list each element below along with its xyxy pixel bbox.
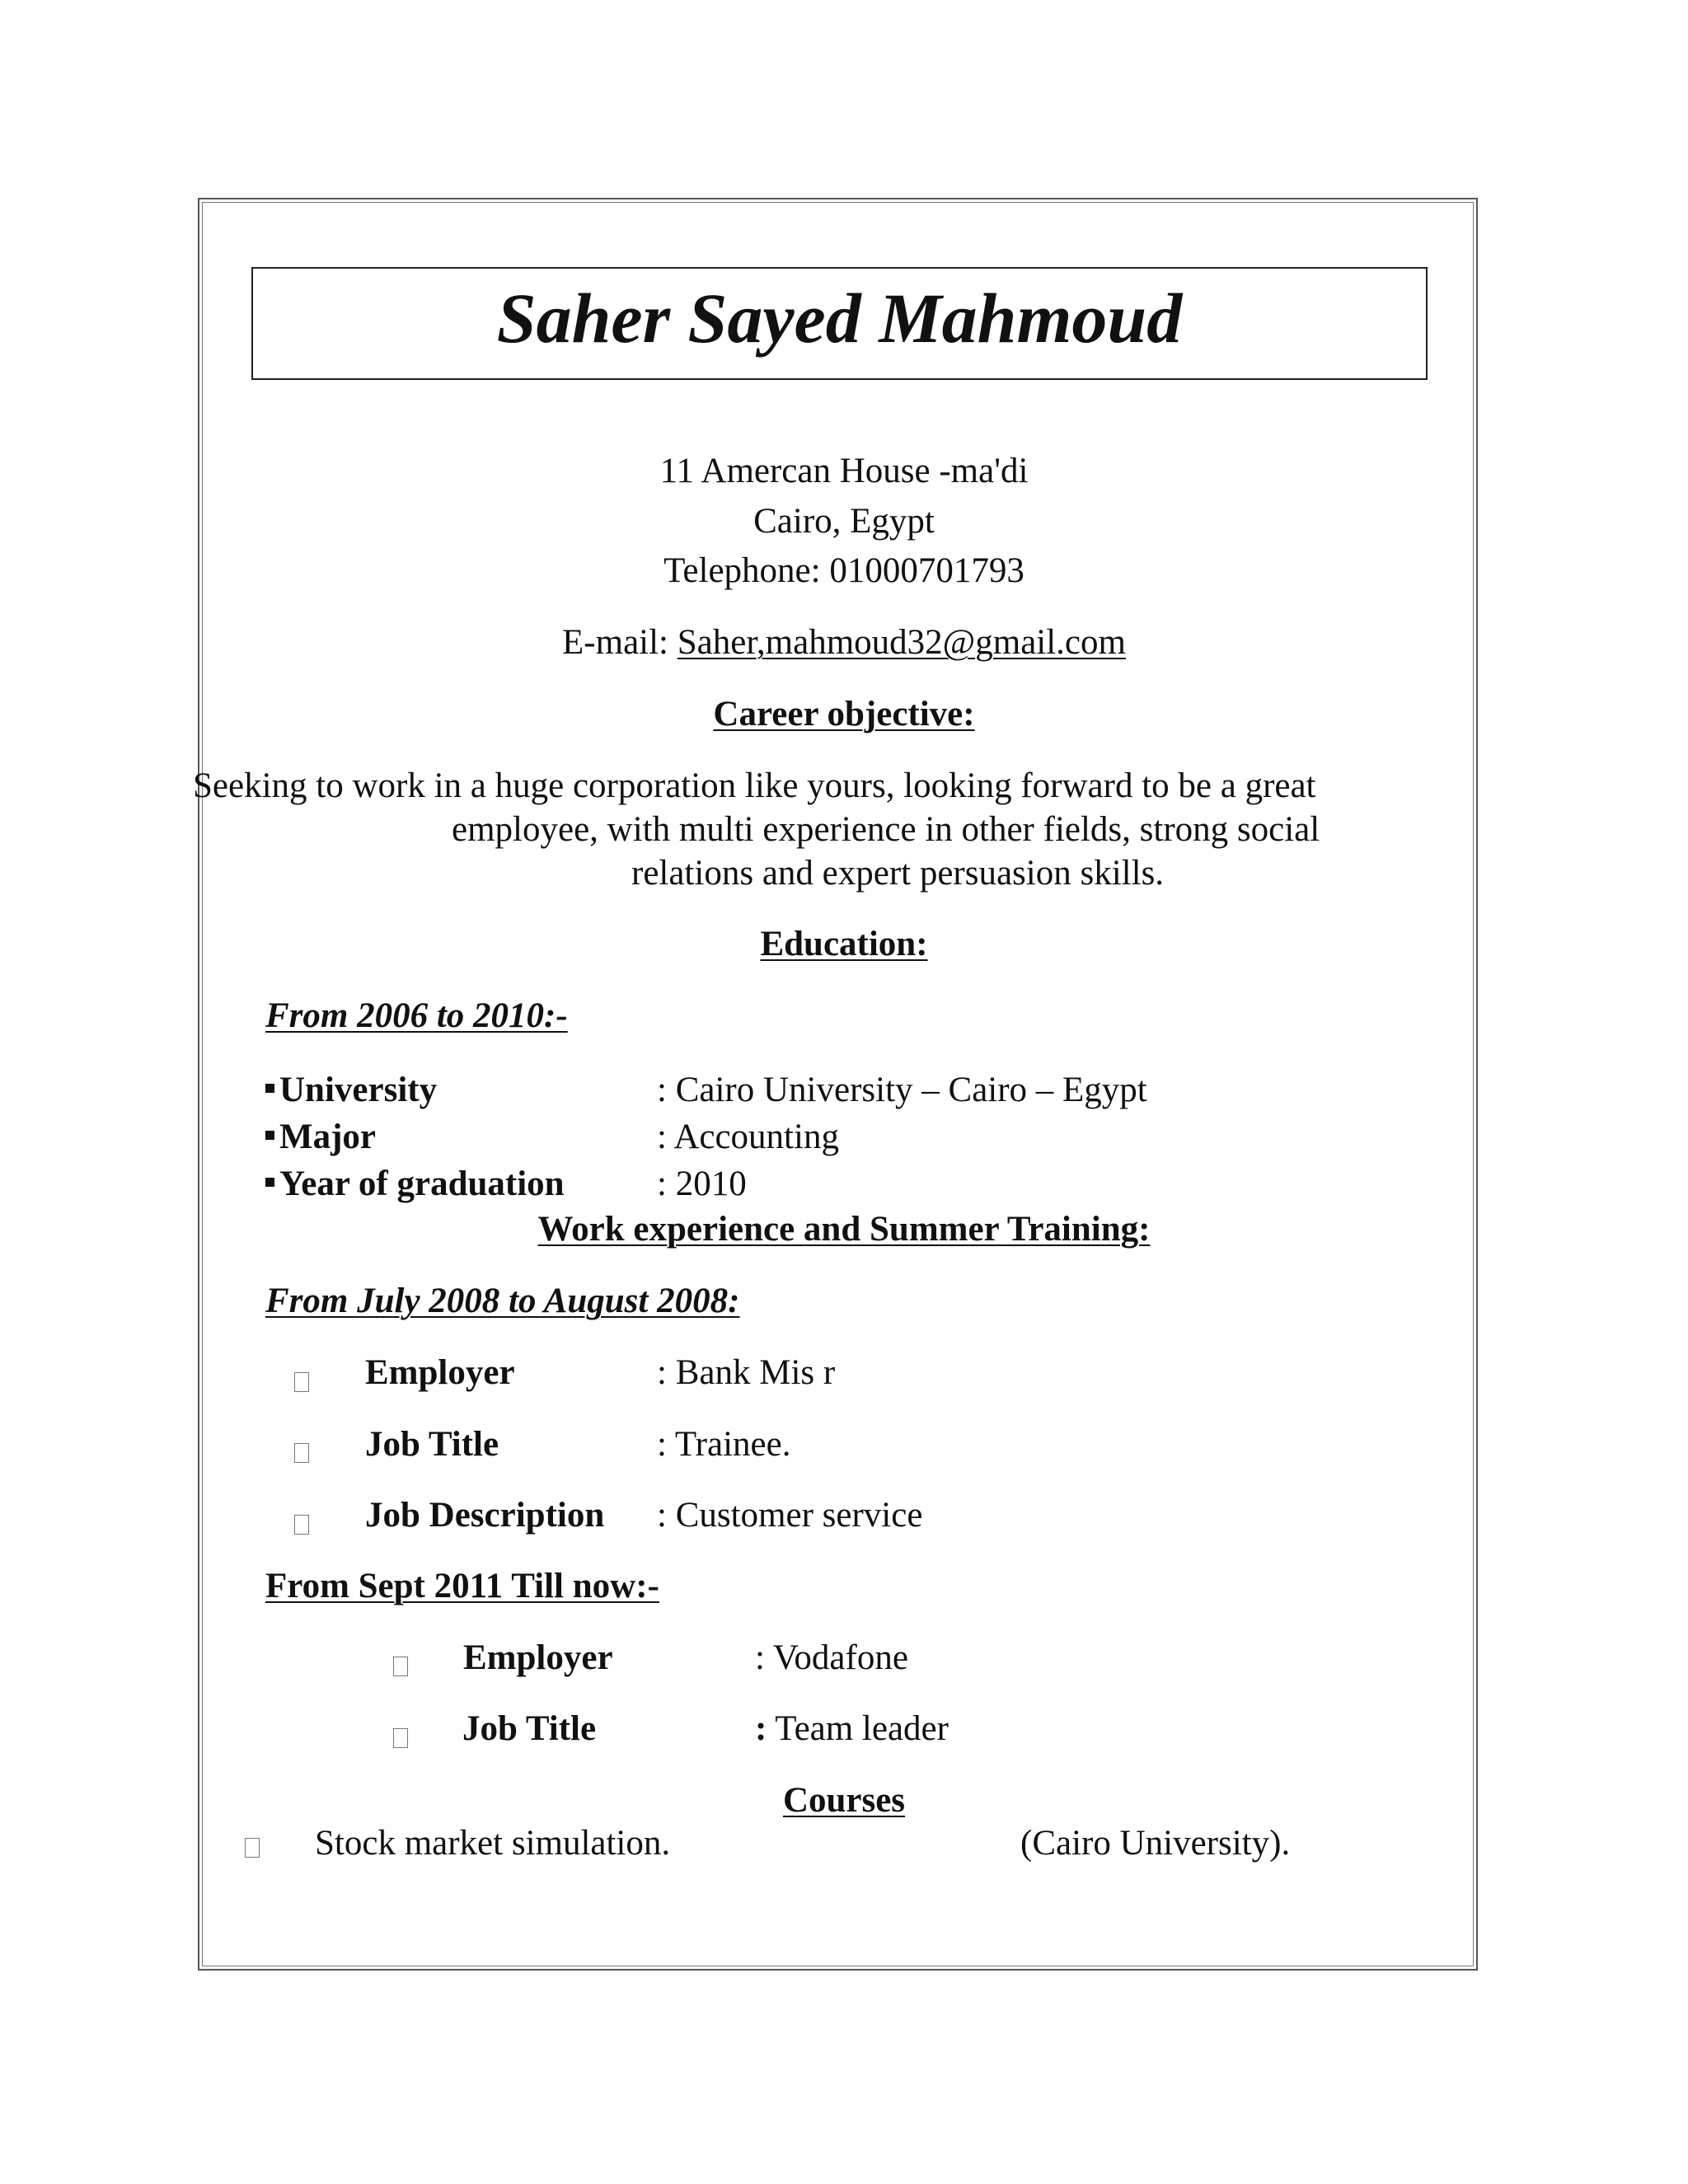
job-2-label-title: Job Title [462,1709,597,1748]
education-heading: Education: [760,925,928,963]
objective-line-3: relations and expert persuasion skills. [631,854,1165,893]
job-2-value-employer: : Vodafone [755,1638,908,1677]
address-line-1: 11 Amercan House -ma'di [659,452,1029,490]
education-label-university: University [265,1069,437,1112]
job-1-value-description: : Customer service [657,1496,923,1535]
job-1-label-title: Job Title [365,1425,499,1464]
email-label: E-mail: [562,623,668,662]
bullet-box-icon [294,1372,309,1392]
bullet-box-icon [393,1657,408,1676]
job-1-label-description: Job Description [365,1496,605,1535]
education-value-university: : Cairo University – Cairo – Egypt [657,1071,1147,1109]
objective-line-2: employee, with multi experience in other fields, strong social [452,810,1320,849]
course-institution: (Cairo University). [1020,1824,1291,1863]
job-1-label-employer: Employer [365,1353,515,1392]
job-1-value-title: : Trainee. [657,1425,791,1464]
address-line-2: Cairo, Egypt [753,502,935,541]
job-2-label-employer: Employer [463,1638,613,1677]
course-name: Stock market simulation. [315,1824,671,1863]
courses-heading: Courses [782,1781,906,1820]
bullet-square-icon [265,1178,274,1187]
education-period: From 2006 to 2010:- [265,996,568,1035]
job-2-period: From Sept 2011 Till now:- [265,1567,659,1605]
email-line [0,621,1688,664]
bullet-square-icon [265,1084,274,1093]
job-1-period: From July 2008 to August 2008: [265,1282,740,1320]
bullet-box-icon [294,1515,309,1535]
education-label-graduation: Year of graduation [265,1163,565,1206]
work-heading: Work experience and Summer Training: [537,1210,1151,1249]
bullet-box-icon [245,1838,260,1858]
objective-line-1: Seeking to work in a huge corporation like yours, looking forward to be a great [193,766,1316,805]
job-2-value-title: : Team leader [755,1709,949,1748]
education-value-graduation: : 2010 [657,1165,747,1203]
email-link[interactable]: Saher,mahmoud32@gmail.com [677,623,1126,662]
bullet-box-icon [294,1443,309,1463]
applicant-name: Saher Sayed Mahmoud [496,279,1183,358]
career-objective-heading: Career objective: [713,695,975,733]
bullet-square-icon [265,1131,274,1140]
education-label-major: Major [265,1116,376,1159]
telephone: Telephone: 01000701793 [663,551,1025,590]
education-value-major: : Accounting [657,1118,839,1156]
job-1-value-employer: : Bank Mis r [657,1353,836,1392]
bullet-box-icon [393,1728,408,1748]
